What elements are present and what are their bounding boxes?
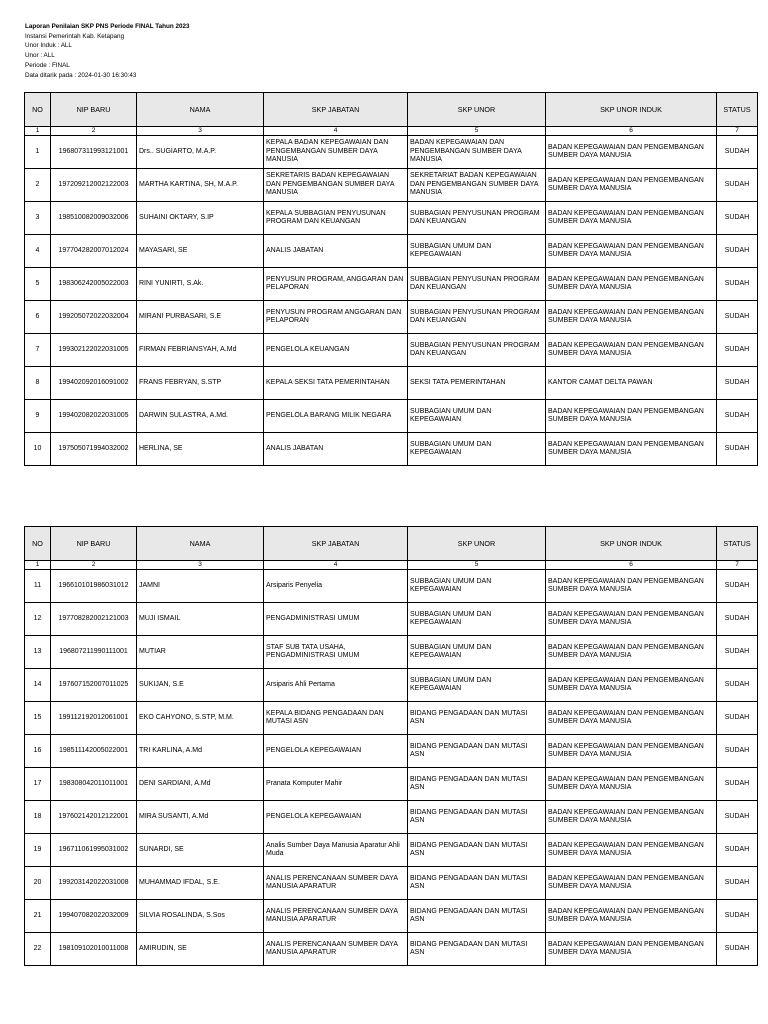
row-jabatan: PENGELOLA KEUANGAN: [264, 334, 408, 367]
table-row: [25, 801, 758, 834]
row-no: 14: [25, 669, 51, 702]
row-unor: SUBBAGIAN UMUM DAN KEPEGAWAIAN: [408, 570, 546, 603]
row-nama: MAYASARI, SE: [137, 235, 264, 268]
row-nip: 196610101986031012: [51, 570, 137, 603]
column-index-row: [25, 127, 758, 136]
table-row: [25, 768, 758, 801]
row-status: SUDAH: [717, 268, 758, 301]
nama-header: NAMA: [137, 93, 264, 127]
row-unor-induk: BADAN KEPEGAWAIAN DAN PENGEMBANGAN SUMBER DAYA MANUSIA: [546, 433, 717, 466]
row-no: 19: [25, 834, 51, 867]
table-row: [25, 834, 758, 867]
row-status: SUDAH: [717, 603, 758, 636]
row-status: SUDAH: [717, 433, 758, 466]
row-nip: 197607152007011025: [51, 669, 137, 702]
row-jabatan: PENYUSUN PROGRAM ANGGARAN DAN PELAPORAN: [264, 301, 408, 334]
row-status: SUDAH: [717, 400, 758, 433]
row-unor: SUBBAGIAN UMUM DAN KEPEGAWAIAN: [408, 235, 546, 268]
row-unor: BIDANG PENGADAAN DAN MUTASI ASN: [408, 702, 546, 735]
row-status: SUDAH: [717, 735, 758, 768]
row-nama: AMIRUDIN, SE: [137, 933, 264, 966]
table-row: [25, 202, 758, 235]
row-jabatan: Arsiparis Penyelia: [264, 570, 408, 603]
status-header: STATUS: [717, 93, 758, 127]
row-unor-induk: BADAN KEPEGAWAIAN DAN PENGEMBANGAN SUMBER DAYA MANUSIA: [546, 867, 717, 900]
table-row: [25, 400, 758, 433]
table-row: [25, 636, 758, 669]
row-unor-induk: BADAN KEPEGAWAIAN DAN PENGEMBANGAN SUMBER DAYA MANUSIA: [546, 768, 717, 801]
row-jabatan: STAF SUB TATA USAHA, PENGADMINISTRASI UMUM: [264, 636, 408, 669]
row-nama: MARTHA KARTINA, SH, M.A.P.: [137, 169, 264, 202]
row-status: SUDAH: [717, 834, 758, 867]
table-row: [25, 702, 758, 735]
column-index-cell: 5: [408, 561, 546, 570]
row-unor-induk: BADAN KEPEGAWAIAN DAN PENGEMBANGAN SUMBER DAYA MANUSIA: [546, 834, 717, 867]
row-unor-induk: BADAN KEPEGAWAIAN DAN PENGEMBANGAN SUMBER DAYA MANUSIA: [546, 735, 717, 768]
row-jabatan: PENGELOLA KEPEGAWAIAN: [264, 735, 408, 768]
jabatan-header: SKP JABATAN: [264, 527, 408, 561]
row-status: SUDAH: [717, 669, 758, 702]
row-unor: SEKSI TATA PEMERINTAHAN: [408, 367, 546, 400]
row-unor-induk: BADAN KEPEGAWAIAN DAN PENGEMBANGAN SUMBER DAYA MANUSIA: [546, 169, 717, 202]
row-nip: 198510082009032006: [51, 202, 137, 235]
row-unor: BIDANG PENGADAAN DAN MUTASI ASN: [408, 768, 546, 801]
row-nip: 199407082022032009: [51, 900, 137, 933]
row-nip: 199112192012061001: [51, 702, 137, 735]
row-jabatan: KEPALA BIDANG PENGADAAN DAN MUTASI ASN: [264, 702, 408, 735]
row-nama: MIRA SUSANTI, A.Md: [137, 801, 264, 834]
table-row: [25, 136, 758, 169]
row-unor: SUBBAGIAN UMUM DAN KEPEGAWAIAN: [408, 433, 546, 466]
row-nama: SUKIJAN, S.E: [137, 669, 264, 702]
nip-header: NIP BARU: [51, 93, 137, 127]
row-jabatan: ANALIS PERENCANAAN SUMBER DAYA MANUSIA APARATUR: [264, 933, 408, 966]
row-jabatan: PENGELOLA BARANG MILIK NEGARA: [264, 400, 408, 433]
header-row: [25, 527, 758, 561]
row-no: 12: [25, 603, 51, 636]
row-jabatan: SEKRETARIS BADAN KEPEGAWAIAN DAN PENGEMBANGAN SUMBER DAYA MANUSIA: [264, 169, 408, 202]
table-row: [25, 169, 758, 202]
row-nip: 196711061995031002: [51, 834, 137, 867]
row-jabatan: ANALIS PERENCANAAN SUMBER DAYA MANUSIA APARATUR: [264, 900, 408, 933]
row-no: 6: [25, 301, 51, 334]
instansi-line: Instansi Pemerintah Kab. Ketapang: [25, 32, 125, 40]
column-index-cell: 6: [546, 561, 717, 570]
row-nama: JAMNI: [137, 570, 264, 603]
row-nip: 199402092016091002: [51, 367, 137, 400]
unor-header: SKP UNOR: [408, 527, 546, 561]
row-no: 17: [25, 768, 51, 801]
table-row: [25, 933, 758, 966]
table-row: [25, 301, 758, 334]
row-jabatan: PENGELOLA KEPEGAWAIAN: [264, 801, 408, 834]
row-nip: 197209212002122003: [51, 169, 137, 202]
column-index-cell: 7: [717, 127, 758, 136]
row-status: SUDAH: [717, 933, 758, 966]
row-nama: DARWIN SULASTRA, A.Md.: [137, 400, 264, 433]
unor-line: Unor : ALL: [25, 52, 55, 60]
row-unor: BIDANG PENGADAAN DAN MUTASI ASN: [408, 735, 546, 768]
row-nip: 198306242005022003: [51, 268, 137, 301]
row-status: SUDAH: [717, 636, 758, 669]
row-nama: MUHAMMAD IFDAL, S.E.: [137, 867, 264, 900]
unor-induk-line: Unor Induk : ALL: [25, 42, 72, 50]
row-nama: MIRANI PURBASARI, S.E: [137, 301, 264, 334]
row-status: SUDAH: [717, 900, 758, 933]
row-unor-induk: BADAN KEPEGAWAIAN DAN PENGEMBANGAN SUMBER DAYA MANUSIA: [546, 202, 717, 235]
row-unor: BADAN KEPEGAWAIAN DAN PENGEMBANGAN SUMBER DAYA MANUSIA: [408, 136, 546, 169]
row-no: 1: [25, 136, 51, 169]
row-status: SUDAH: [717, 801, 758, 834]
skp-table-2: [24, 526, 758, 966]
row-jabatan: KEPALA SEKSI TATA PEMERINTAHAN: [264, 367, 408, 400]
row-unor: BIDANG PENGADAAN DAN MUTASI ASN: [408, 834, 546, 867]
row-jabatan: Pranata Komputer Mahir: [264, 768, 408, 801]
row-no: 4: [25, 235, 51, 268]
row-unor-induk: KANTOR CAMAT DELTA PAWAN: [546, 367, 717, 400]
row-jabatan: ANALIS JABATAN: [264, 235, 408, 268]
column-index-cell: 4: [264, 127, 408, 136]
row-nip: 197708282002121003: [51, 603, 137, 636]
nip-header: NIP BARU: [51, 527, 137, 561]
unor-header: SKP UNOR: [408, 93, 546, 127]
table-row: [25, 735, 758, 768]
row-unor-induk: BADAN KEPEGAWAIAN DAN PENGEMBANGAN SUMBER DAYA MANUSIA: [546, 900, 717, 933]
row-no: 9: [25, 400, 51, 433]
row-nama: EKO CAHYONO, S.STP, M.M.: [137, 702, 264, 735]
row-unor-induk: BADAN KEPEGAWAIAN DAN PENGEMBANGAN SUMBER DAYA MANUSIA: [546, 400, 717, 433]
row-no: 18: [25, 801, 51, 834]
row-unor: SUBBAGIAN PENYUSUNAN PROGRAM DAN KEUANGAN: [408, 301, 546, 334]
row-jabatan: PENYUSUN PROGRAM, ANGGARAN DAN PELAPORAN: [264, 268, 408, 301]
table-row: [25, 235, 758, 268]
row-jabatan: PENGADMINISTRASI UMUM: [264, 603, 408, 636]
row-nip: 196807211990111001: [51, 636, 137, 669]
row-no: 13: [25, 636, 51, 669]
row-unor: SUBBAGIAN UMUM DAN KEPEGAWAIAN: [408, 603, 546, 636]
column-index-cell: 3: [137, 561, 264, 570]
row-no: 10: [25, 433, 51, 466]
row-nip: 197505071994032002: [51, 433, 137, 466]
row-no: 22: [25, 933, 51, 966]
row-status: SUDAH: [717, 202, 758, 235]
row-no: 3: [25, 202, 51, 235]
row-unor-induk: BADAN KEPEGAWAIAN DAN PENGEMBANGAN SUMBER DAYA MANUSIA: [546, 570, 717, 603]
table-row: [25, 603, 758, 636]
periode-line: Periode : FINAL: [25, 61, 70, 69]
row-unor-induk: BADAN KEPEGAWAIAN DAN PENGEMBANGAN SUMBER DAYA MANUSIA: [546, 669, 717, 702]
row-nama: SUNARDI, SE: [137, 834, 264, 867]
row-nama: FIRMAN FEBRIANSYAH, A.Md: [137, 334, 264, 367]
row-nip: 199205072022032004: [51, 301, 137, 334]
row-jabatan: KEPALA SUBBAGIAN PENYUSUNAN PROGRAM DAN KEUANGAN: [264, 202, 408, 235]
row-no: 21: [25, 900, 51, 933]
row-jabatan: ANALIS JABATAN: [264, 433, 408, 466]
row-unor-induk: BADAN KEPEGAWAIAN DAN PENGEMBANGAN SUMBER DAYA MANUSIA: [546, 702, 717, 735]
table-row: [25, 433, 758, 466]
row-status: SUDAH: [717, 570, 758, 603]
row-status: SUDAH: [717, 136, 758, 169]
row-nip: 197704282007012024: [51, 235, 137, 268]
jabatan-header: SKP JABATAN: [264, 93, 408, 127]
row-status: SUDAH: [717, 235, 758, 268]
no-header: NO: [25, 527, 51, 561]
row-nip: 197602142012122001: [51, 801, 137, 834]
row-nip: 198511142005022001: [51, 735, 137, 768]
column-index-cell: 6: [546, 127, 717, 136]
row-unor-induk: BADAN KEPEGAWAIAN DAN PENGEMBANGAN SUMBER DAYA MANUSIA: [546, 933, 717, 966]
column-index-row: [25, 561, 758, 570]
row-status: SUDAH: [717, 334, 758, 367]
row-unor: BIDANG PENGADAAN DAN MUTASI ASN: [408, 867, 546, 900]
column-index-cell: 1: [25, 127, 51, 136]
status-header: STATUS: [717, 527, 758, 561]
row-unor-induk: BADAN KEPEGAWAIAN DAN PENGEMBANGAN SUMBER DAYA MANUSIA: [546, 636, 717, 669]
row-nama: TRI KARLINA, A.Md: [137, 735, 264, 768]
row-unor: BIDANG PENGADAAN DAN MUTASI ASN: [408, 933, 546, 966]
skp-table-1: [24, 92, 758, 466]
row-no: 7: [25, 334, 51, 367]
column-index-cell: 2: [51, 561, 137, 570]
ditarik-line: Data ditarik pada : 2024-01-30 16:30:43: [25, 71, 137, 79]
table-row: [25, 669, 758, 702]
row-unor: BIDANG PENGADAAN DAN MUTASI ASN: [408, 900, 546, 933]
row-status: SUDAH: [717, 702, 758, 735]
row-no: 16: [25, 735, 51, 768]
row-nip: 196807311993121001: [51, 136, 137, 169]
row-unor-induk: BADAN KEPEGAWAIAN DAN PENGEMBANGAN SUMBER DAYA MANUSIA: [546, 301, 717, 334]
row-nip: 199203142022031008: [51, 867, 137, 900]
row-nip: 199302122022031005: [51, 334, 137, 367]
column-index-cell: 1: [25, 561, 51, 570]
row-unor: BIDANG PENGADAAN DAN MUTASI ASN: [408, 801, 546, 834]
row-unor: SUBBAGIAN UMUM DAN KEPEGAWAIAN: [408, 669, 546, 702]
header-row: [25, 93, 758, 127]
row-nama: DENI SARDIANI, A.Md: [137, 768, 264, 801]
row-unor-induk: BADAN KEPEGAWAIAN DAN PENGEMBANGAN SUMBER DAYA MANUSIA: [546, 268, 717, 301]
row-jabatan: Analis Sumber Daya Manusia Aparatur Ahli Muda: [264, 834, 408, 867]
column-index-cell: 3: [137, 127, 264, 136]
row-unor: SUBBAGIAN UMUM DAN KEPEGAWAIAN: [408, 636, 546, 669]
no-header: NO: [25, 93, 51, 127]
table-row: [25, 867, 758, 900]
row-nama: SUHAINI OKTARY, S.IP: [137, 202, 264, 235]
row-nama: Drs.. SUGIARTO, M.A.P.: [137, 136, 264, 169]
row-no: 20: [25, 867, 51, 900]
column-index-cell: 4: [264, 561, 408, 570]
report-title: Laporan Penilaian SKP PNS Periode FINAL Tahun 2023: [25, 23, 190, 30]
nama-header: NAMA: [137, 527, 264, 561]
table-row: [25, 268, 758, 301]
row-unor-induk: BADAN KEPEGAWAIAN DAN PENGEMBANGAN SUMBER DAYA MANUSIA: [546, 801, 717, 834]
report-header: [25, 22, 189, 80]
row-jabatan: KEPALA BADAN KEPEGAWAIAN DAN PENGEMBANGAN SUMBER DAYA MANUSIA: [264, 136, 408, 169]
row-nama: RINI YUNIRTI, S.Ak.: [137, 268, 264, 301]
row-unor: SUBBAGIAN PENYUSUNAN PROGRAM DAN KEUANGAN: [408, 334, 546, 367]
column-index-cell: 2: [51, 127, 137, 136]
row-unor-induk: BADAN KEPEGAWAIAN DAN PENGEMBANGAN SUMBER DAYA MANUSIA: [546, 136, 717, 169]
column-index-cell: 7: [717, 561, 758, 570]
row-status: SUDAH: [717, 301, 758, 334]
row-unor: SUBBAGIAN PENYUSUNAN PROGRAM DAN KEUANGAN: [408, 202, 546, 235]
row-no: 5: [25, 268, 51, 301]
row-status: SUDAH: [717, 867, 758, 900]
row-nama: HERLINA, SE: [137, 433, 264, 466]
row-unor-induk: BADAN KEPEGAWAIAN DAN PENGEMBANGAN SUMBER DAYA MANUSIA: [546, 334, 717, 367]
row-unor-induk: BADAN KEPEGAWAIAN DAN PENGEMBANGAN SUMBER DAYA MANUSIA: [546, 603, 717, 636]
row-status: SUDAH: [717, 169, 758, 202]
row-unor: SUBBAGIAN PENYUSUNAN PROGRAM DAN KEUANGAN: [408, 268, 546, 301]
row-jabatan: ANALIS PERENCANAAN SUMBER DAYA MANUSIA APARATUR: [264, 867, 408, 900]
table-row: [25, 334, 758, 367]
table-row: [25, 900, 758, 933]
row-unor: SUBBAGIAN UMUM DAN KEPEGAWAIAN: [408, 400, 546, 433]
row-nama: SILVIA ROSALINDA, S.Sos: [137, 900, 264, 933]
row-no: 11: [25, 570, 51, 603]
row-status: SUDAH: [717, 367, 758, 400]
row-nip: 198308042011011001: [51, 768, 137, 801]
row-unor-induk: BADAN KEPEGAWAIAN DAN PENGEMBANGAN SUMBER DAYA MANUSIA: [546, 235, 717, 268]
row-status: SUDAH: [717, 768, 758, 801]
induk-header: SKP UNOR INDUK: [546, 93, 717, 127]
table-row: [25, 367, 758, 400]
row-jabatan: Arsiparis Ahli Pertama: [264, 669, 408, 702]
row-nama: FRANS FEBRYAN, S.STP: [137, 367, 264, 400]
column-index-cell: 5: [408, 127, 546, 136]
row-no: 2: [25, 169, 51, 202]
row-nama: MUTIAR: [137, 636, 264, 669]
row-unor: SEKRETARIAT BADAN KEPEGAWAIAN DAN PENGEMBANGAN SUMBER DAYA MANUSIA: [408, 169, 546, 202]
table-row: [25, 570, 758, 603]
induk-header: SKP UNOR INDUK: [546, 527, 717, 561]
row-no: 8: [25, 367, 51, 400]
row-no: 15: [25, 702, 51, 735]
row-nip: 198109102010011008: [51, 933, 137, 966]
row-nip: 199402082022031005: [51, 400, 137, 433]
row-nama: MUJI ISMAIL: [137, 603, 264, 636]
